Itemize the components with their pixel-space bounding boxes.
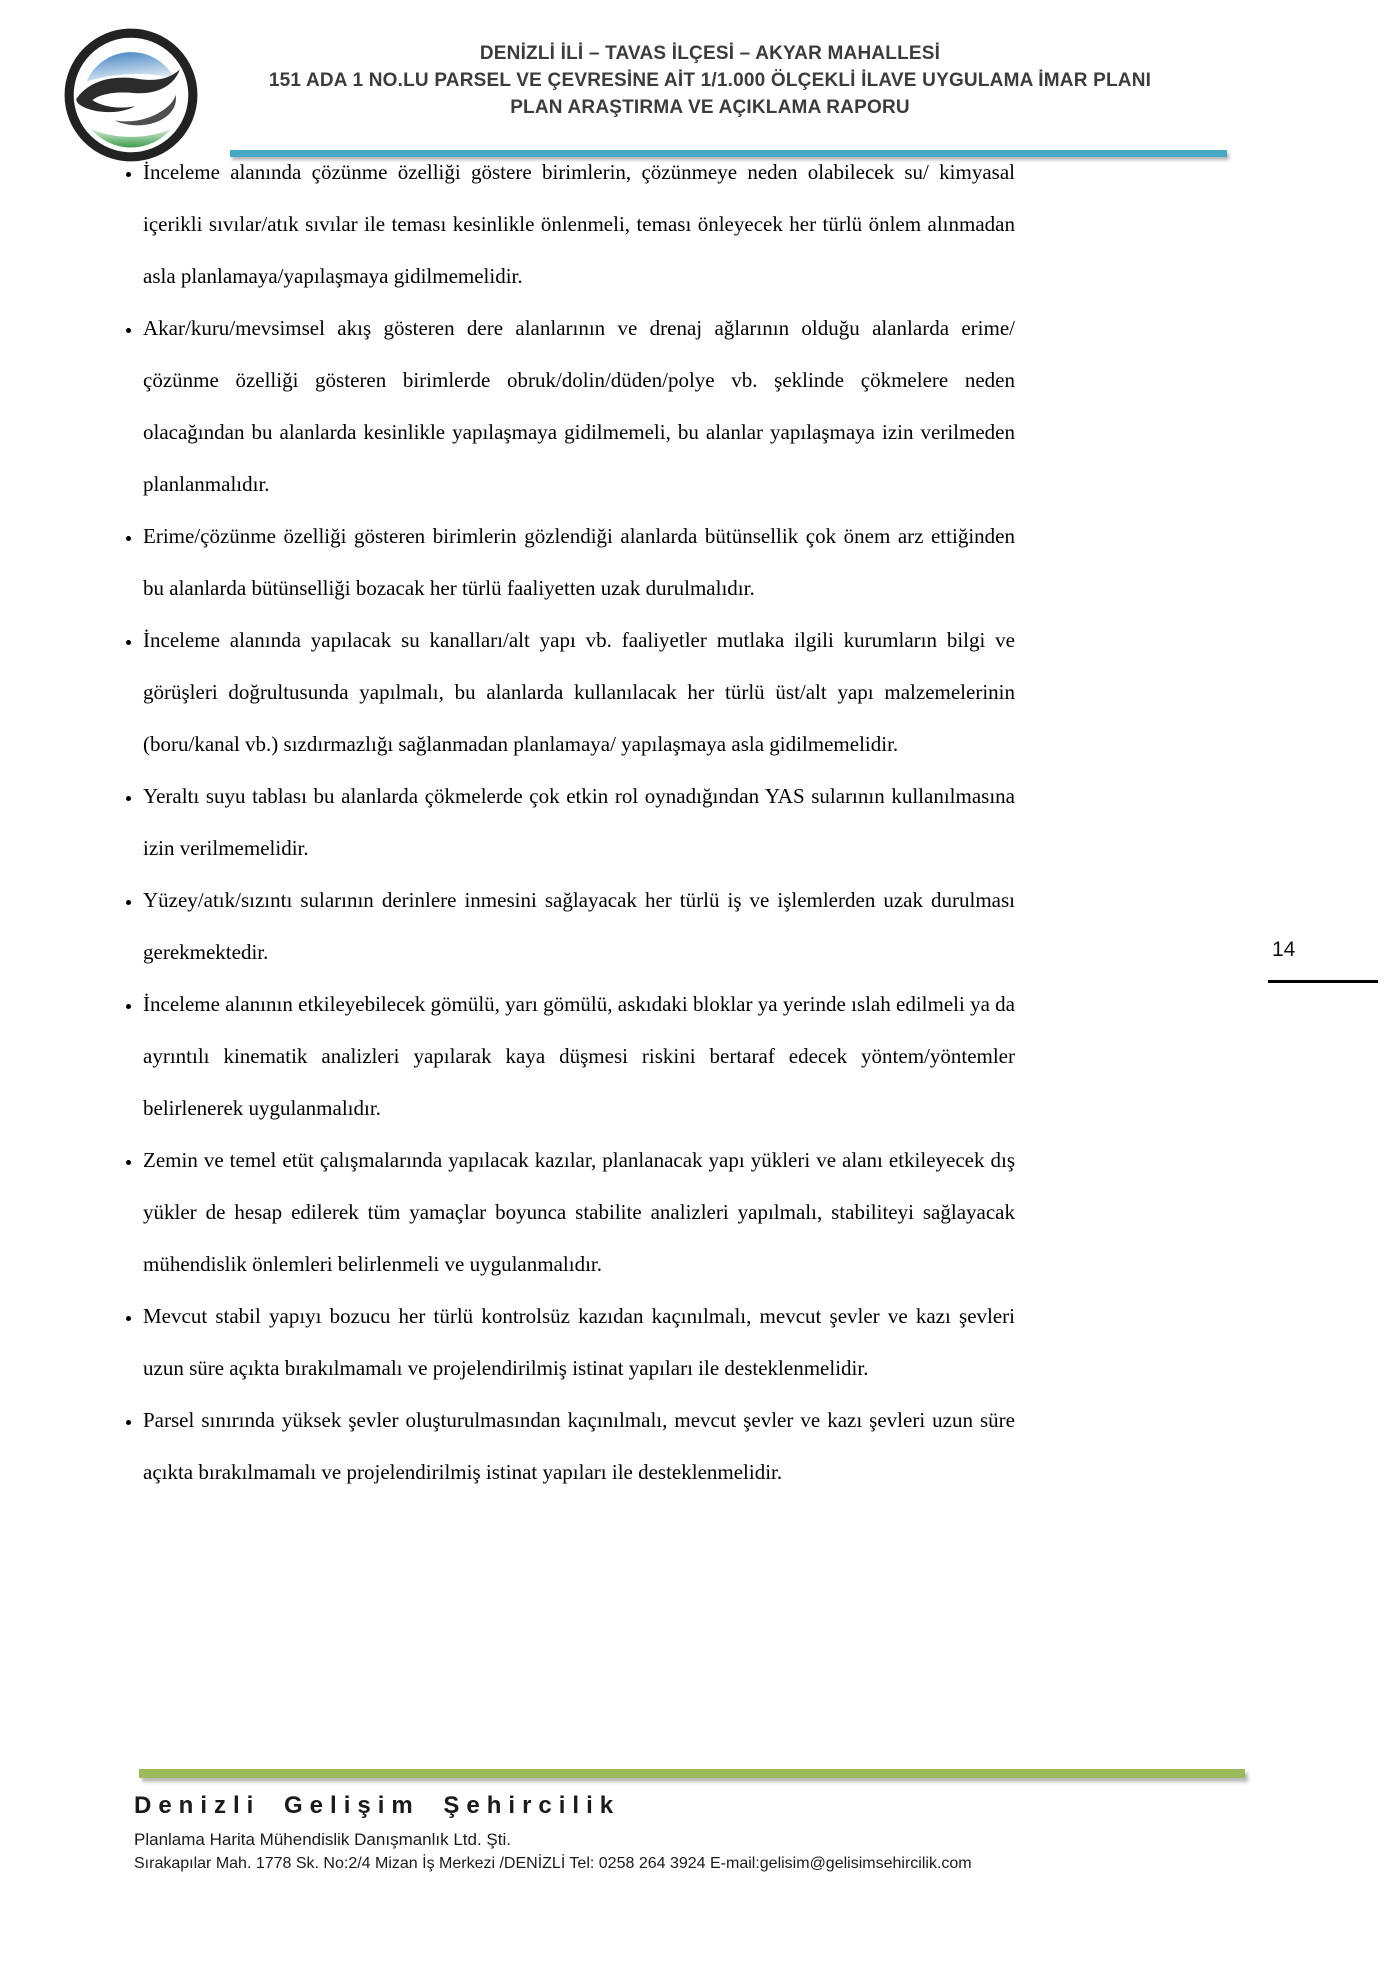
header-title-line-3: PLAN ARAŞTIRMA VE AÇIKLAMA RAPORU [510, 97, 910, 118]
bullet-item: • Yüzey/atık/sızıntı sularının derinlere inmesini sağlayacak her türlü iş ve işlemlerden uzak durulması gerekmektedir. [143, 874, 1015, 978]
bullet-item: • Mevcut stabil yapıyı bozucu her türlü kontrolsüz kazıdan kaçınılmalı, mevcut şevler ve kazı şevleri uzun süre açıkta bırakılmamalı ve projelendirilmiş istinat yapıları ile desteklenmelidir. [143, 1290, 1015, 1394]
bullet-item: • İnceleme alanında çözünme özelliği göstere birimlerin, çözünmeye neden olabilecek su/ kimyasal içerikli sıvılar/atık sıvılar ile teması kesinlikle önlenmeli, teması önleyecek her türlü önlem alınmadan asla planlamaya/yapılaşmaya gidilmemelidir. [143, 146, 1015, 302]
bullet-item: • Erime/çözünme özelliği gösteren birimlerin gözlendiği alanlarda bütünsellik çok önem arz ettiğinden bu alanlarda bütünselliği bozacak her türlü faaliyetten uzak durulmalıdır. [143, 510, 1015, 614]
bullet-item: • İnceleme alanının etkileyebilecek gömülü, yarı gömülü, askıdaki bloklar ya yerinde ıslah edilmeli ya da ayrıntılı kinematik analizleri yapılarak kaya düşmesi riskini bertaraf edecek yöntem/yöntemler belirlenerek uygulanmalıdır. [143, 978, 1015, 1134]
footer-company-address: Sırakapılar Mah. 1778 Sk. No:2/4 Mizan İş Merkezi /DENİZLİ Tel: 0258 264 3924 E-mail:gelisim@gelisimsehircilik.com [134, 1855, 972, 1872]
bullet-item: • Zemin ve temel etüt çalışmalarında yapılacak kazılar, planlanacak yapı yükleri ve alanı etkileyecek dış yükler de hesap edilerek tüm yamaçlar boyunca stabilite analizleri yapılmalı, stabiliteyi sağlayacak mühendislik önlemleri belirlenmeli ve uygulanmalıdır. [143, 1134, 1015, 1290]
bullet-list [113, 146, 1015, 1498]
bullet-item: • Akar/kuru/mevsimsel akış gösteren dere alanlarının ve drenaj ağlarının olduğu alanlarda erime/çözünme özelliği gösteren birimlerde obruk/dolin/düden/polye vb. şeklinde çökmelere neden olacağından bu alanlarda kesinlikle yapılaşmaya gidilmemeli, bu alanlar yapılaşmaya izin verilmeden planlanmalıdır. [143, 302, 1015, 510]
page-number-label: 14 [1272, 938, 1296, 961]
bullet-item: • İnceleme alanında yapılacak su kanalları/alt yapı vb. faaliyetler mutlaka ilgili kurumların bilgi ve görüşleri doğrultusunda yapılmalı, bu alanlarda kullanılacak her türlü üst/alt yapı malzemelerinin (boru/kanal vb.) sızdırmazlığı sağlanmadan planlamaya/ yapılaşmaya asla gidilmemelidir. [143, 614, 1015, 770]
company-logo-graphic [60, 24, 202, 166]
footer-rule [139, 1769, 1245, 1778]
header-title-line-1: DENİZLİ İLİ – TAVAS İLÇESİ – AKYAR MAHALLESİ [479, 43, 941, 64]
bullet-item: • Parsel sınırında yüksek şevler oluşturulmasından kaçınılmalı, mevcut şevler ve kazı şevleri uzun süre açıkta bırakılmamalı ve projelendirilmiş istinat yapıları ile desteklenmelidir. [143, 1394, 1015, 1498]
header-title-line-2: 151 ADA 1 NO.LU PARSEL VE ÇEVRESİNE AİT 1/1.000 ÖLÇEKLİ İLAVE UYGULAMA İMAR PLANI [268, 70, 1152, 91]
gelisim-sehircilik-logo [60, 24, 202, 166]
report-header [230, 40, 1190, 121]
bullet-item: • Yeraltı suyu tablası bu alanlarda çökmelerde çok etkin rol oynadığından YAS sularının kullanılmasına izin verilmemelidir. [143, 770, 1015, 874]
footer-company-name: Denizli Gelişim Şehircilik [134, 1792, 621, 1819]
page-number-rule [1268, 980, 1378, 983]
footer-company-subtitle: Planlama Harita Mühendislik Danışmanlık Ltd. Şti. [134, 1830, 511, 1849]
